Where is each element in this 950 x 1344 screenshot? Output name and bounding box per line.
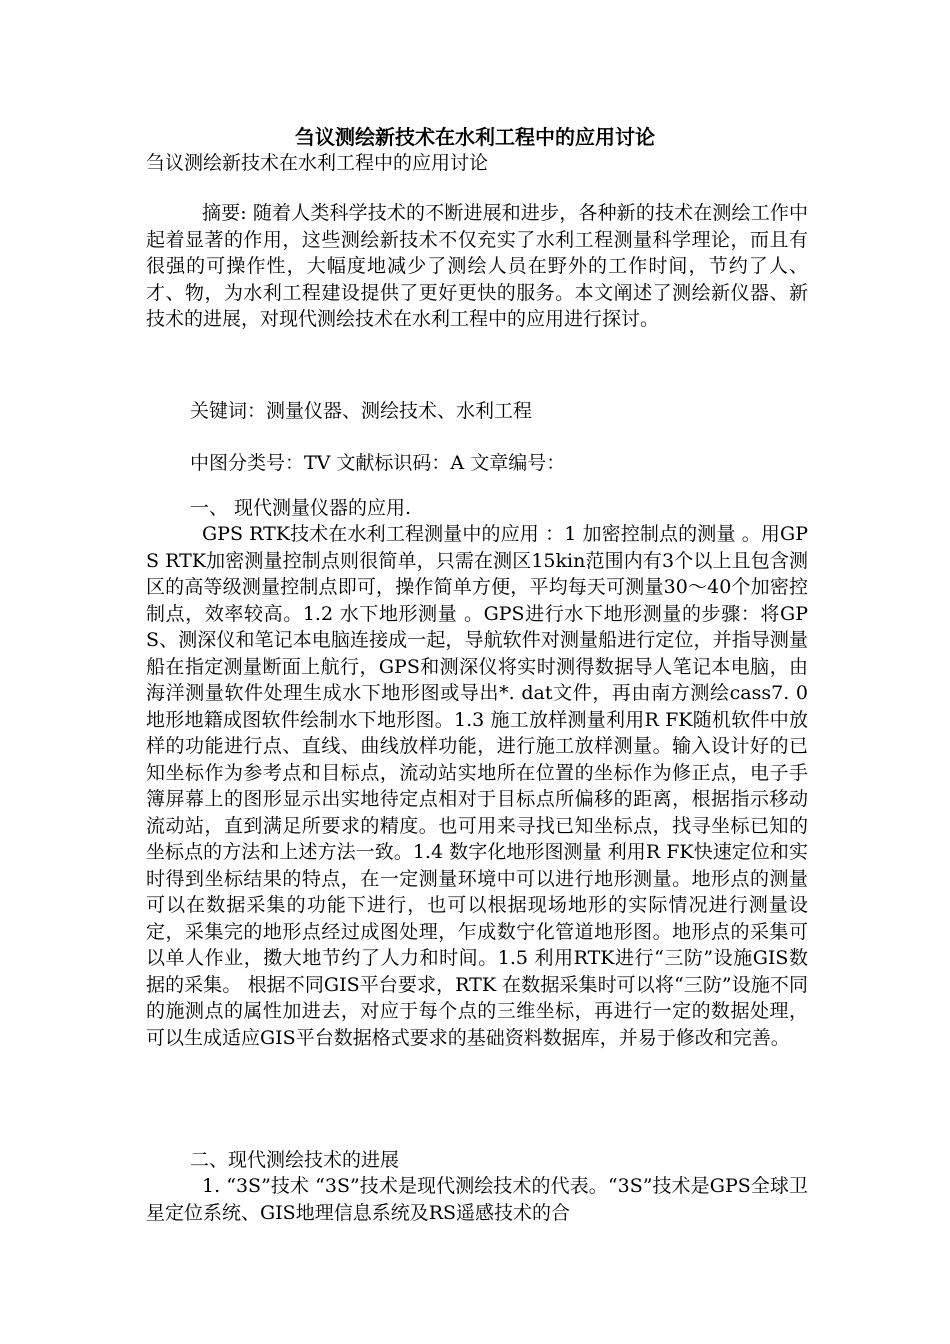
- classification-line: 中图分类号：TV 文献标识码：A 文章编号：: [190, 452, 566, 474]
- abstract-paragraph: 摘要: 随着人类科学技术的不断进展和进步，各种新的技术在测绘工作中起着显著的作用，这些测绘新技术不仅充实了水利工程测量科学理论，而且有很强的可操作性，大幅度地减少了测绘人员在野外的工作时间，节约了人、才、物，为水利工程建设提供了更好更快的服务。本文阐述了测绘新仪器、新技术的进展，对现代测绘技术在水利工程中的应用进行探讨。: [146, 202, 808, 330]
- document-subtitle: 刍议测绘新技术在水利工程中的应用讨论: [146, 152, 489, 174]
- section-heading-1: 一、 现代测量仪器的应用.: [190, 497, 412, 519]
- keywords-line: 关键词：测量仪器、测绘技术、水利工程: [190, 400, 533, 422]
- section-heading-2: 二、现代测绘技术的进展: [190, 1149, 400, 1171]
- section-2-body: 1. “3S”技术 “3S”技术是现代测绘技术的代表。“3S”技术是GPS全球卫星定位系统、GIS地理信息系统及RS遥感技术的合: [146, 1175, 808, 1224]
- document-title: 刍议测绘新技术在水利工程中的应用讨论: [295, 125, 655, 149]
- section-1-body: GPS RTK技术在水利工程测量中的应用 ：1 加密控制点的测量 。用GPS RTK加密测量控制点则很简单，只需在测区15kin范围内有3个以上且包含测区的高等级测量控制点即可，操作简单方便，平均每天可测量30～40个加密控制点，效率较高。1.2 水下地形测量 。GPS进行水下地形测量的步骤：将GPS、测深仪和笔记本电脑连接成一起，导航软件对测量船进行定位，并指导测量船在指定测量断面上航行，GPS和测深仪将实时测得数据导人笔记本电脑，由海洋测量软件处理生成水下地形图或导出*. dat文件，再由南方测绘cass7. 0地形地籍成图软件绘制水下地形图。1.3 施工放样测量利用R FK随机软件中放样的功能进行点、直线、曲线放样功能，进行施工放样测量。输入设计好的已知坐标作为参考点和目标点，流动站实地所在位置的坐标作为修正点，电子手簿屏幕上的图形显示出实地待定点相对于目标点所偏移的距离，根据指示移动流动站，直到满足所要求的精度。也可用来寻找已知坐标点，找寻坐标已知的坐标点的方法和上述方法一致。1.4 数字化地形图测量 利用R FK快速定位和实时得到坐标结果的特点，在一定测量环境中可以进行地形测量。地形点的测量可以在数据采集的功能下进行，也可以根据现场地形的实际情况进行测量设定，采集完的地形点经过成图处理，乍成数宁化管道地形图。地形点的采集可以单人作业，擞大地节约了人力和时间。1.5 利用RTK进行“三防”设施GIS数据的采集。 根据不同GIS平台要求，RTK 在数据采集时可以将“三防”设施不同的施测点的属性加进去，对应于每个点的三维坐标，再进行一定的数据处理，可以生成适应GIS平台数据格式要求的基础资料数据库，并易于修改和完善。: [146, 523, 808, 1049]
